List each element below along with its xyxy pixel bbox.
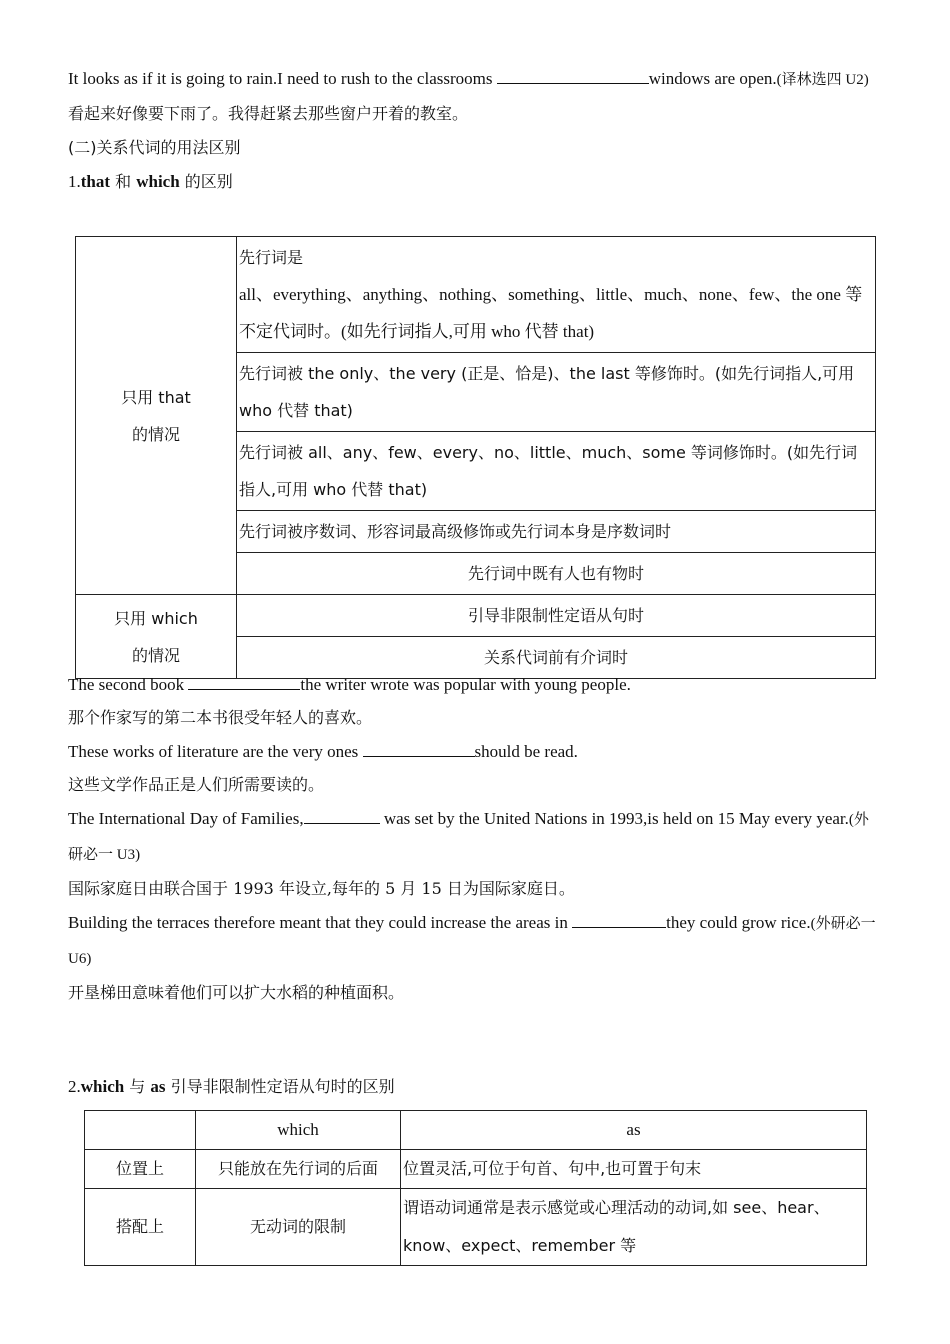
part1-heading: 1.that 和 which 的区别 bbox=[68, 172, 233, 191]
examples-block bbox=[68, 668, 878, 1010]
answer-blank[interactable] bbox=[497, 67, 649, 84]
example-2-translation: 这些文学作品正是人们所需要读的。 bbox=[68, 775, 325, 794]
answer-blank[interactable] bbox=[188, 673, 300, 690]
table2-header-as: as bbox=[401, 1111, 867, 1150]
part2-heading: 2.which 与 as 引导非限制性定语从句时的区别 bbox=[68, 1077, 395, 1096]
example-3-translation: 国际家庭日由联合国于 1993 年设立,每年的 5 月 15 日为国际家庭日。 bbox=[68, 879, 575, 898]
example-3: The International Day of Families, was set by the United Nations in 1993,is held on 15 May every year.(外研必一 U3) bbox=[68, 809, 869, 863]
intro-translation: 看起来好像要下雨了。我得赶紧去那些窗户开着的教室。 bbox=[68, 104, 469, 123]
table2-header-which: which bbox=[196, 1111, 401, 1150]
intro-example: It looks as if it is going to rain.I need to rush to the classrooms windows are open.(译林选四 U2) bbox=[68, 69, 869, 88]
that-which-table bbox=[75, 236, 876, 679]
table2-which-cell: 只能放在先行词的后面 bbox=[196, 1150, 401, 1189]
that-rule-2: 先行词被 the only、the very (正是、恰是)、the last 等修饰时。(如先行词指人,可用 who 代替 that) bbox=[237, 353, 876, 432]
which-as-table bbox=[84, 1110, 867, 1266]
section-heading: (二)关系代词的用法区别 bbox=[68, 138, 241, 157]
example-4-translation: 开垦梯田意味着他们可以扩大水稻的种植面积。 bbox=[68, 983, 405, 1002]
that-rule-1: 先行词是 all、everything、anything、nothing、something、little、much、none、few、the one 等不定代词时。(如先行词指人,可用 who 代替 that) bbox=[237, 237, 876, 353]
which-rule-2: 关系代词前有介词时 bbox=[237, 637, 876, 679]
answer-blank[interactable] bbox=[572, 911, 666, 928]
only-which-label: 只用 which 的情况 bbox=[76, 595, 237, 679]
example-1-translation: 那个作家写的第二本书很受年轻人的喜欢。 bbox=[68, 708, 373, 727]
table2-as-cell: 位置灵活,可位于句首、句中,也可置于句末 bbox=[401, 1150, 867, 1189]
intro-block bbox=[68, 62, 878, 199]
table2-which-cell: 无动词的限制 bbox=[196, 1189, 401, 1266]
table2-row-label: 位置上 bbox=[85, 1150, 196, 1189]
that-rule-4: 先行词被序数词、形容词最高级修饰或先行词本身是序数词时 bbox=[237, 511, 876, 553]
example-2: These works of literature are the very ones should be read. bbox=[68, 742, 578, 761]
table2-as-cell: 谓语动词通常是表示感觉或心理活动的动词,如 see、hear、know、expect、remember 等 bbox=[401, 1189, 867, 1266]
which-rule-1: 引导非限制性定语从句时 bbox=[237, 595, 876, 637]
example-1: The second book the writer wrote was popular with young people. bbox=[68, 675, 631, 694]
part2-block bbox=[68, 1070, 878, 1104]
only-that-label: 只用 that 的情况 bbox=[76, 237, 237, 595]
that-rule-5: 先行词中既有人也有物时 bbox=[237, 553, 876, 595]
that-rule-3: 先行词被 all、any、few、every、no、little、much、some 等词修饰时。(如先行词指人,可用 who 代替 that) bbox=[237, 432, 876, 511]
answer-blank[interactable] bbox=[363, 740, 475, 757]
answer-blank[interactable] bbox=[304, 807, 380, 824]
table2-header-empty bbox=[85, 1111, 196, 1150]
example-4: Building the terraces therefore meant that they could increase the areas in they could grow rice.(外研必一 U6) bbox=[68, 913, 876, 967]
table2-row-label: 搭配上 bbox=[85, 1189, 196, 1266]
